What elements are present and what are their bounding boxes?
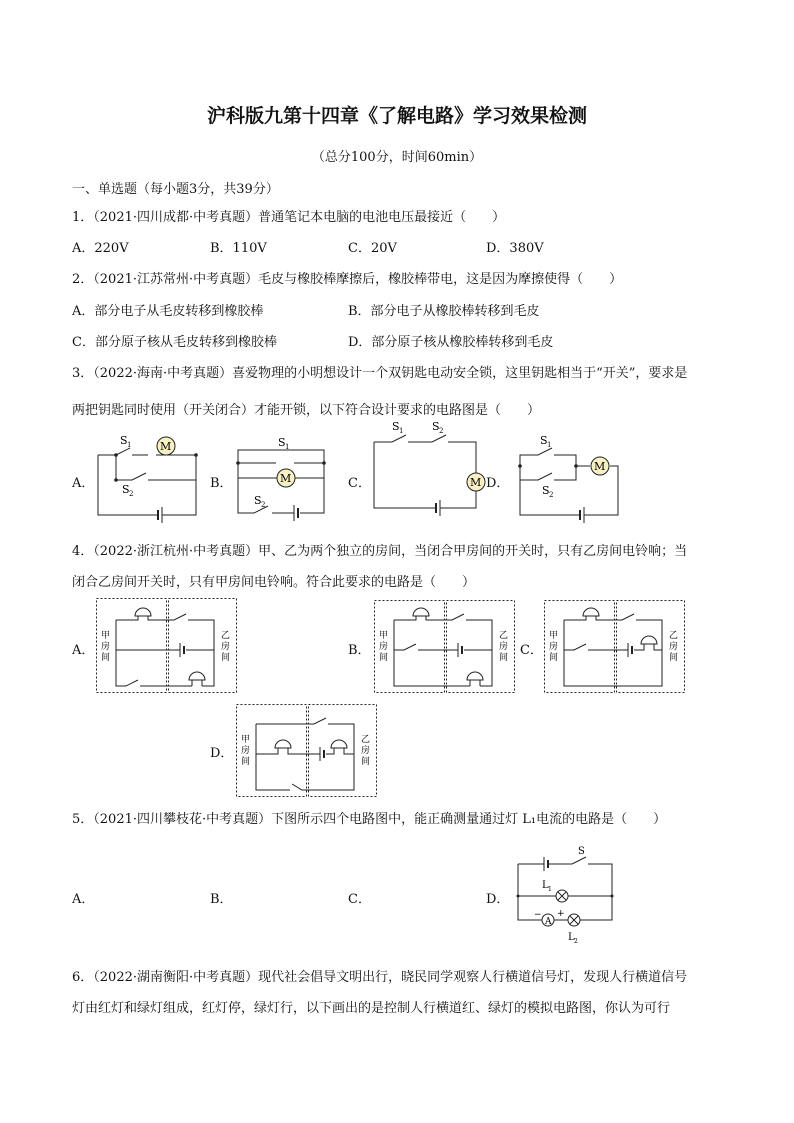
q3-b-s2-sub: 2 — [261, 501, 266, 509]
q4-option-d: D． — [210, 746, 234, 761]
q4-d-yi-3: 间 — [361, 757, 371, 767]
q4-a-jia-2: 房 — [101, 642, 111, 652]
section-heading: 一、单选题（每小题3分，共39分） — [72, 182, 279, 197]
q3-a-motor: M — [160, 440, 172, 453]
q4-c-yi-1: 乙 — [669, 631, 679, 641]
q3-c-s2: S — [432, 420, 440, 433]
q4-circuit-a — [96, 598, 238, 694]
q4-option-c: C． — [520, 643, 543, 658]
q3-b-s1: S — [278, 436, 286, 449]
q3-circuit-b — [236, 430, 346, 525]
q4-b-jia-2: 房 — [379, 642, 389, 652]
q3-circuit-c — [372, 420, 492, 525]
q5-d-minus: − — [534, 910, 542, 920]
q2-stem: 2．（2021·江苏常州·中考真题）毛皮与橡胶棒摩擦后，橡胶棒带电，这是因为摩擦使得（ ） — [72, 272, 623, 287]
q4-a-yi-1: 乙 — [221, 631, 231, 641]
q3-d-s2-sub: 2 — [549, 491, 554, 499]
q5-option-a: A． — [72, 892, 95, 907]
q5-d-l1-sub: 1 — [548, 886, 552, 893]
q3-option-d: D． — [486, 476, 510, 491]
q4-a-jia-3: 间 — [101, 653, 111, 663]
q4-b-jia-3: 间 — [379, 653, 389, 663]
q5-option-c: C． — [348, 892, 371, 907]
q2-option-a: A．部分电子从毛皮转移到橡胶棒 — [72, 304, 264, 319]
q4-b-yi-2: 房 — [499, 642, 509, 652]
q2-option-b: B．部分电子从橡胶棒转移到毛皮 — [348, 304, 540, 319]
q3-d-s2: S — [542, 484, 550, 497]
q4-c-jia-3: 间 — [549, 653, 559, 663]
q5-option-d: D． — [486, 892, 510, 907]
q5-d-l1-label: L — [542, 880, 549, 891]
q3-d-s1: S — [540, 434, 548, 447]
q4-c-jia-2: 房 — [549, 642, 559, 652]
q4-c-yi-2: 房 — [669, 642, 679, 652]
q4-c-jia-1: 甲 — [549, 631, 559, 641]
q3-a-s1: S — [120, 434, 128, 447]
q4-b-jia-1: 甲 — [379, 631, 389, 641]
q3-a-s2-sub: 2 — [129, 490, 134, 498]
q3-b-s1-sub: 1 — [285, 443, 290, 451]
q5-stem: 5．（2021·四川攀枝花·中考真题）下图所示四个电路图中，能正确测量通过灯 L₁电流的电路是（ ） — [72, 812, 667, 827]
q2-option-d: D．部分原子核从橡胶棒转移到毛皮 — [348, 335, 554, 350]
q1-stem: 1．（2021·四川成都·中考真题）普通笔记本电脑的电池电压最接近（ ） — [72, 210, 506, 225]
q4-c-yi-3: 间 — [669, 653, 679, 663]
q4-d-jia-3: 间 — [241, 757, 251, 767]
q2-option-c: C．部分原子核从毛皮转移到橡胶棒 — [72, 335, 277, 350]
q5-option-b: B． — [210, 892, 233, 907]
q5-d-ammeter: A — [545, 917, 552, 927]
q1-option-c: C．20V — [348, 241, 397, 256]
q3-stem-line2: 两把钥匙同时使用（开关闭合）才能开锁，以下符合设计要求的电路图是（ ） — [72, 403, 541, 418]
q5-d-switch-label: S — [578, 846, 585, 857]
q5-d-l2-sub: 2 — [574, 938, 578, 945]
q3-b-s2: S — [254, 494, 262, 507]
q4-a-yi-2: 房 — [221, 642, 231, 652]
q3-option-b: B． — [210, 476, 233, 491]
q4-circuit-b — [374, 600, 516, 694]
q3-a-s1-sub: 1 — [127, 441, 132, 449]
q4-a-yi-3: 间 — [221, 653, 231, 663]
q4-a-jia-1: 甲 — [101, 631, 111, 641]
q3-d-motor: M — [594, 460, 606, 473]
q4-circuit-d — [236, 704, 378, 798]
q4-d-jia-2: 房 — [241, 746, 251, 756]
q1-option-a: A．220V — [72, 241, 129, 256]
q4-option-a: A． — [72, 643, 95, 658]
q3-option-a: A． — [72, 476, 95, 491]
q4-d-jia-1: 甲 — [241, 735, 251, 745]
q5-circuit-d — [512, 848, 622, 944]
q3-c-s1-sub: 1 — [399, 427, 404, 435]
q1-option-d: D．380V — [486, 241, 544, 256]
q6-stem-line2: 灯由红灯和绿灯组成，红灯停，绿灯行，以下画出的是控制人行横道红、绿灯的模拟电路图，你认为可行 — [72, 1001, 671, 1016]
q3-c-motor: M — [470, 476, 482, 489]
q4-stem-line1: 4．（2022·浙江杭州·中考真题）甲、乙为两个独立的房间，当闭合甲房间的开关时，只有乙房间电铃响；当 — [72, 544, 688, 559]
q3-b-motor: M — [280, 472, 292, 485]
q3-stem-line1: 3．（2022·海南·中考真题）喜爱物理的小明想设计一个双钥匙电动安全锁，这里钥匙相当于“开关”，要求是 — [72, 366, 688, 381]
q3-c-s2-sub: 2 — [439, 427, 444, 435]
page-subtitle: （总分100分，时间60min） — [311, 150, 483, 165]
page-title: 沪科版九第十四章《了解电路》学习效果检测 — [206, 105, 587, 127]
q4-circuit-c — [544, 600, 686, 694]
q6-stem-line1: 6．（2022·湖南衡阳·中考真题）现代社会倡导文明出行，晓民同学观察人行横道信号灯，发现人行横道信号 — [72, 970, 688, 985]
q3-option-c: C． — [348, 476, 371, 491]
q5-d-plus: + — [557, 909, 565, 919]
q3-circuit-a — [96, 430, 206, 525]
q4-d-yi-2: 房 — [361, 746, 371, 756]
q4-b-yi-1: 乙 — [499, 631, 509, 641]
q4-b-yi-3: 间 — [499, 653, 509, 663]
q4-stem-line2: 闭合乙房间开关时，只有甲房间电铃响。符合此要求的电路是（ ） — [72, 575, 476, 590]
q3-d-s1-sub: 1 — [547, 441, 552, 449]
q5-d-l2-label: L — [568, 932, 575, 943]
q4-d-yi-1: 乙 — [361, 735, 371, 745]
q1-option-b: B．110V — [210, 241, 267, 256]
q3-circuit-d — [518, 430, 628, 525]
q3-c-s1: S — [392, 420, 400, 433]
q4-option-b: B． — [348, 643, 371, 658]
q3-a-s2: S — [122, 483, 130, 496]
